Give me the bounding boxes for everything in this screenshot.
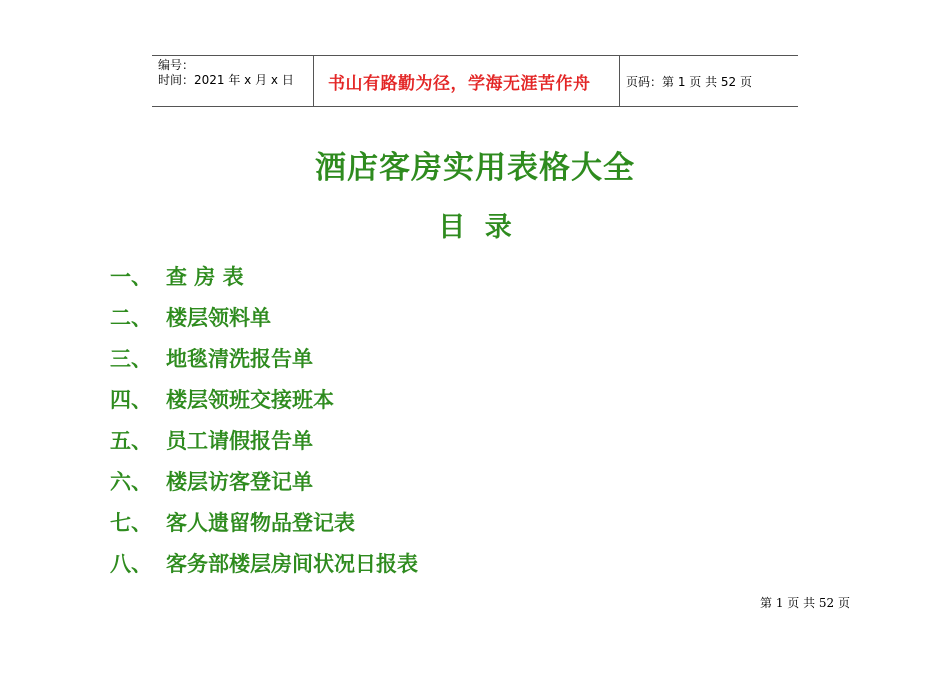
toc-item <box>110 501 418 542</box>
toc-heading: 目 录 <box>438 212 512 243</box>
header-info-cell <box>152 56 314 106</box>
toc-item-number: 二、 <box>110 305 152 330</box>
motto-cell <box>314 56 620 106</box>
code-label: 编号： <box>158 58 195 72</box>
toc-item-label: 楼层领料单 <box>166 305 271 330</box>
page-code-cell <box>620 56 798 106</box>
toc-item-label: 客务部楼层房间状况日报表 <box>166 551 418 576</box>
toc-item-number: 七、 <box>110 510 152 535</box>
toc-item <box>110 419 418 460</box>
toc-item <box>110 542 418 583</box>
toc-item-number: 四、 <box>110 387 152 412</box>
toc-item <box>110 296 418 337</box>
toc-item-label: 查 房 表 <box>166 264 244 289</box>
toc-item <box>110 255 418 296</box>
toc-item-number: 八、 <box>110 551 152 576</box>
toc-item <box>110 337 418 378</box>
toc-item-label: 地毯清洗报告单 <box>166 346 313 371</box>
toc-item <box>110 460 418 501</box>
toc-item-label: 员工请假报告单 <box>166 428 313 453</box>
toc-item <box>110 378 418 419</box>
page-footer: 第 1 页 共 52 页 <box>760 596 850 610</box>
toc-item-number: 五、 <box>110 428 152 453</box>
toc-item-label: 客人遗留物品登记表 <box>166 510 355 535</box>
toc-item-number: 六、 <box>110 469 152 494</box>
toc-item-label: 楼层访客登记单 <box>166 469 313 494</box>
document-title: 酒店客房实用表格大全 <box>315 150 635 186</box>
page-code-text: 页码：第 1 页 共 52 页 <box>626 74 752 89</box>
table-of-contents <box>110 255 418 583</box>
time-label: 时间：2021 年 x 月 x 日 <box>158 73 294 87</box>
header-table <box>152 55 798 107</box>
toc-item-number: 一、 <box>110 264 152 289</box>
toc-item-label: 楼层领班交接班本 <box>166 387 334 412</box>
toc-item-number: 三、 <box>110 346 152 371</box>
motto-text: 书山有路勤为径，学海无涯苦作舟 <box>328 73 591 94</box>
